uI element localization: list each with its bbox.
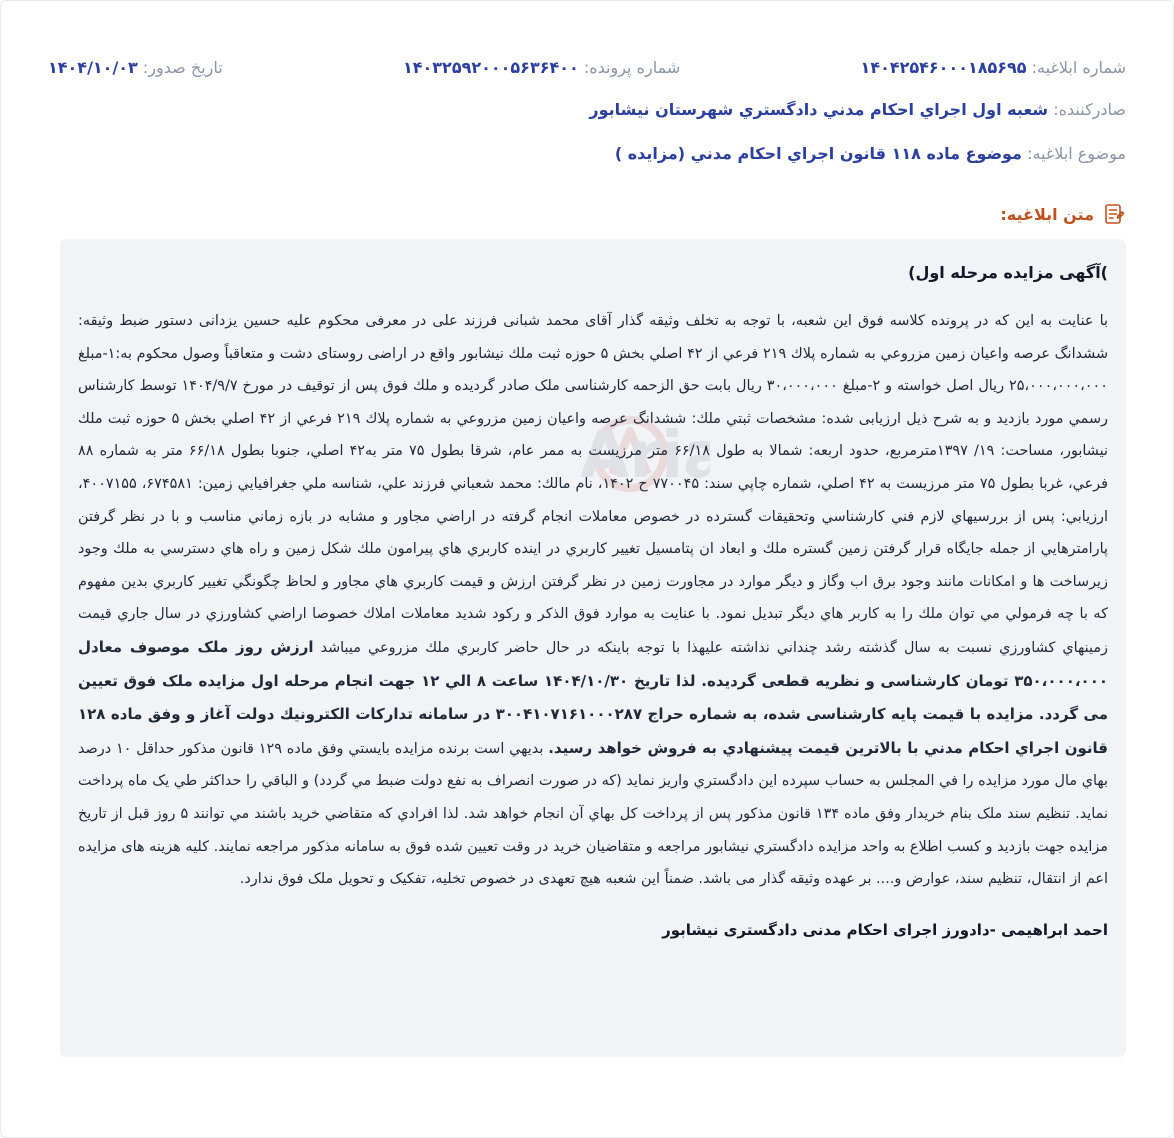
issuer-label: صادرکننده: <box>1053 100 1126 119</box>
notice-section-title <box>1000 202 1126 226</box>
document-notice-icon <box>1102 202 1126 226</box>
case-number-label: شماره پرونده: <box>583 58 681 77</box>
issue-date-value: ۱۴۰۴/۱۰/۰۳ <box>48 58 138 77</box>
notice-heading: )آگهی مزایده مرحله اول) <box>908 263 1108 282</box>
issue-date-label: تاريخ صدور: <box>142 58 223 77</box>
issuer-value: شعبه اول اجراي احكام مدني دادگستري شهرستان نيشابور <box>589 100 1049 119</box>
subject-value: موضوع ماده ۱۱۸ قانون اجراي احكام مدني (مزايده ) <box>614 144 1022 163</box>
subject-label: موضوع ابلاغيه: <box>1027 144 1126 163</box>
meta-row-identifiers <box>48 56 1126 80</box>
notice-signature: احمد ابراهيمی -دادورز اجرای احکام مدنی دادگستری نیشابور <box>662 920 1108 939</box>
issue-date-field <box>48 56 223 80</box>
section-title-text: متن ابلاغيه: <box>1000 204 1094 224</box>
notice-number-label: شماره ابلاغيه: <box>1031 58 1126 77</box>
meta-row-issuer <box>589 98 1126 122</box>
case-number-field <box>403 56 680 80</box>
notice-number-field <box>861 56 1126 80</box>
notice-body-bold: ارزش روز ملک موصوف معادل ۳۵۰،۰۰۰،۰۰۰ تومان کارشناسی و نظريه قطعی گرديده. لذا تاريخ ۱۴۰۴/۱۰/۳۰ ساعت ۸ الي ۱۲ جهت انجام مرحله اول مزايده ملک فوق تعيين می گردد. مزايده با قيمت پايه كارشناسی شده، به شماره حراج ۳۰۰۴۱۰۷۱۶۱۰۰۰۲۸۷ در سامانه تداركات الكترونيك دولت آغاز و وفق ماده ۱۲۸ قانون اجراي احكام مدني با بالاترين قيمت پيشنهادي به فروش خواهد رسيد. <box>78 637 1109 757</box>
notice-body <box>78 305 1108 896</box>
notice-body-part2: بديهي است برنده مزايده بايستي وفق ماده ۱۲۹ قانون مذكور حداقل ۱۰ درصد بهاي مال مورد مزايده را في المجلس به حساب سپرده اين دادگستري واريز نمايد (كه در صورت انصراف به نفع دولت ضبط مي گردد) و الباقي را حداكثر طي يک ماه پرداخت نمايد. تنظيم سند ملک بنام خريدار وفق ماده ۱۳۴ قانون مذكور پس از پرداخت كل بهاي آن انجام خواهد شد. لذا افرادي كه متقاضي خريد باشند مي توانند ۵ روز قبل از تاريخ مزايده جهت بازديد و كسب اطلاع به واحد مزايده دادگستري نيشابور مراجعه و متقاضيان خريد در وقت تعيين شده فوق به سامانه مذكور مراجعه نمايند. كليه هزينه های مزايده اعم از انتقال، تنظیم سند، عوارض و.... بر عهده وثیقه گذار می باشد. ضمناً این شعبه هیچ تعهدی در خصوص تخلیه، تفکیک و تحویل ملک فوق ندارد. <box>78 740 1108 888</box>
watermark-text: Aria <box>580 419 710 493</box>
notice-number-value: ۱۴۰۴۲۵۴۶۰۰۰۱۸۵۶۹۵ <box>860 58 1027 77</box>
case-number-value: ۱۴۰۳۲۵۹۲۰۰۰۵۶۳۶۴۰۰ <box>402 58 579 77</box>
notice-panel <box>60 239 1126 1057</box>
meta-row-subject <box>615 142 1126 166</box>
notice-body-part1: با عنايت به اين كه در پرونده كلاسه فوق اين شعبه، با توجه به تخلف وثيقه گذار آقای محمد شبانی فرزند علی در معرفی محکوم علیه حسین یزدانی دستور ضبط وثيقه: ششدانگ عرصه واعيان زمين مزروعي به شماره پلاك ۲۱۹ فرعي از ۴۲ اصلي بخش ۵ حوزه ثبت ملك نيشابور واقع در اراضی روستای دشت و متعاقباً وصول محکوم به:۱-مبلغ ۲۵،۰۰۰،۰۰۰،۰۰۰ ریال اصل خواسته و ۲-مبلغ ۳۰،۰۰۰،۰۰۰ ريال بابت حق الزحمه کارشناسی ملک صادر گرديده و ملك فوق پس از توقيف در مورخ ۱۴۰۴/۹/۷ توسط كارشناس رسمي مورد بازديد و به شرح ذيل ارزيابی شده: مشخصات ثبتي ملك: ششدانگ عرصه واعيان زمين مزروعي به شماره پلاك ۲۱۹ فرعي از ۴۲ اصلي بخش ۵ حوزه ثبت ملك نيشابور، مساحت: ۱۹/ ۱۳۹۷مترمربع، حدود اربعه: شمالا به طول ۶۶/۱۸ متر مرزيست به ممر عام، شرقا بطول ۷۵ متر به۴۲ اصلي، جنوبا بطول ۶۶/۱۸ متر به شماره ۸۸ فرعي، غربا بطول ۷۵ متر مرزيست به ۴۲ اصلي، شماره چاپي سند: ۷۷۰۰۴۵ ح ۱۴۰۲، نام مالك: محمد شعباني فرزند علي، شناسه ملي جغرافيايي زمين: ۶۷۴۵۸۱، ۴۰۰۷۱۵۵، ارزيابي: پس از بررسيهاي لازم فني كارشناسي وتحقيقات گسترده در خصوص معاملات انجام گرفته در اراضي مجاور و مشابه در بازه زماني مناسب و با در نظر گرفتن پارامترهايي از جمله جايگاه قرار گرفتن زمين گستره ملك و ابعاد ان پتامسيل تغيير كاربري در اينده كاربري هاي پيرامون ملك شكل زمين و راه هاي دسترسي به ملك وجود زيرساخت ها و امكانات مانند وجود برق اب وگاز و ديگر موارد در مجاورت زمين در نظر گرفتن ارزش و قيمت كاربري هاي مجاور و لحاظ چگونگي تغيير كاربري بدين مفهوم كه با چه فرمولي مي توان ملك را به كاربر هاي ديگر تبديل نمود. با عنايت به موارد فوق الذكر و ركود شديد معاملات املاك خصوصا اراضي كشاورزي در سال جاري قيمت زمينهاي كشاورزي نسبت به سال گذشته رشد چنداني نداشته عليهذا با توجه باينكه در حال حاضر كاربري ملك مزروعي ميباشد <box>78 313 1109 656</box>
